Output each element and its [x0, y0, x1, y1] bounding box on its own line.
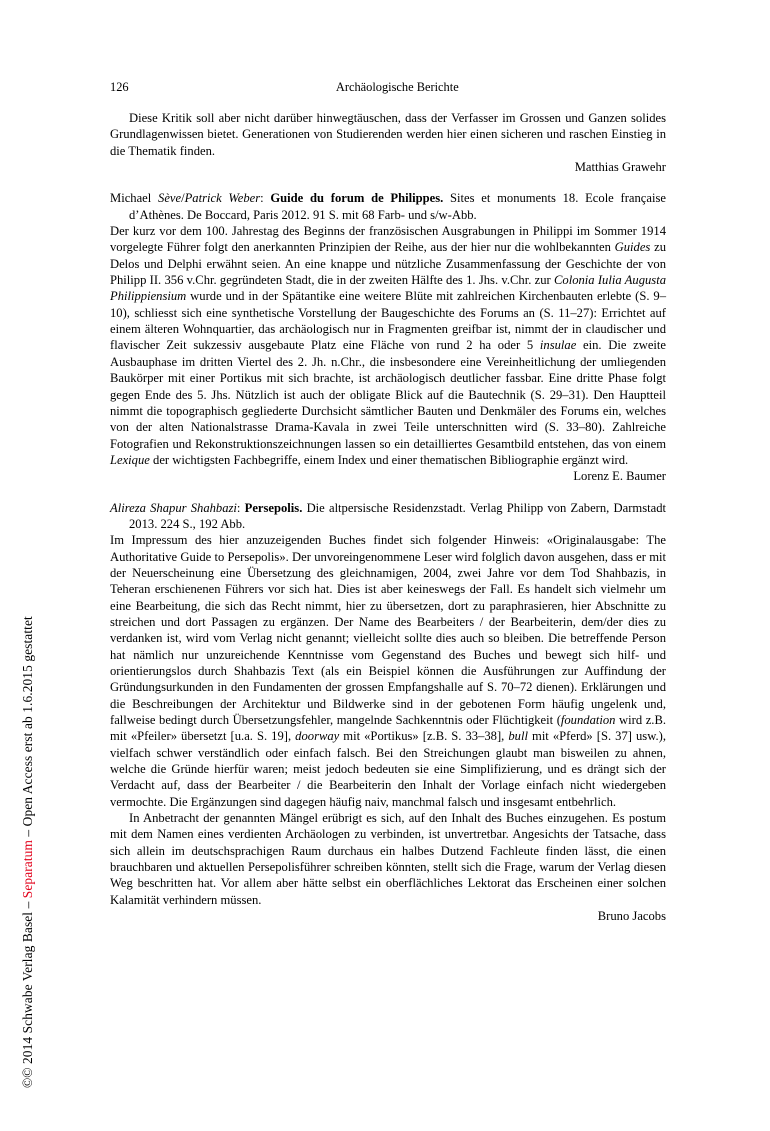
review-author-italic-1: Sève	[158, 191, 182, 206]
text-column	[110, 110, 666, 925]
review-heading-colon: :	[260, 191, 271, 206]
sidebar-prefix: © 2014 Schwabe Verlag Basel –	[20, 898, 35, 1078]
review-author-plain: Michael	[110, 191, 159, 206]
review-seve-weber	[110, 190, 666, 484]
review-imprint: Die altpersische Residenzstadt. Verlag Philipp von Zabern, Darmstadt 2013. 224 S., 192 Abb.	[129, 500, 666, 531]
sidebar-copyright-area	[0, 0, 60, 1131]
sidebar-suffix: – Open Access erst ab 1.6.2015 gestattet	[20, 616, 35, 841]
review-heading	[110, 500, 666, 533]
block-spacer	[110, 175, 666, 190]
block-spacer	[110, 485, 666, 500]
review-author-italic: Alireza Shapur Shahbazi	[110, 500, 237, 515]
review-signature: Bruno Jacobs	[597, 909, 666, 924]
review-imprint: Sites et monuments 18. Ecole française d’Athènes. De Boccard, Paris 2012. 91 S. mit 68 Farb- und s/w-Abb.	[129, 191, 666, 222]
review-intro-signature: Matthias Grawehr	[574, 160, 666, 175]
review-signature: Lorenz E. Baumer	[573, 469, 666, 484]
review-intro-block	[110, 110, 666, 175]
review-heading	[110, 190, 666, 223]
sidebar-copyright-text	[20, 448, 36, 1088]
review-body-2: In Anbetracht der genannten Mängel erübrigt es sich, auf den Inhalt des Buches einzugehen. Es postum mit dem Namen eines verdienten Archäologen zu verbinden, ist unvertretbar. Angesichts der Tatsache, dass sich allein im deutschsprachigen Raum durchaus ein halbes Dutzend Fachleute finden lässt, die einen brauchbaren und aktuellen Persepolisführer schreiben könnten, stellt sich die Frage, warum der Verlag diesen Weg beschritten hat. Vor allem aber hätte selbst ein oberflächliches Lektorat das Erscheinen einer solchen Kalamität verhindern müssen.	[110, 811, 666, 907]
review-title: Guide du forum de Philippes.	[270, 191, 444, 206]
page-number: 126	[110, 80, 129, 94]
review-title: Persepolis.	[244, 500, 303, 515]
review-body-1: Im Impressum des hier anzuzeigenden Buches findet sich folgender Hinweis: «Originalausgabe: The Authoritative Guide to Persepolis». Der unvoreingenommene Leser wird folglich davon ausgehen, dass er mit der Neuerscheinung eine Übersetzung des gleichnamigen, 2004, zwei Jahre vor dem Tod Shahbazis, in Teheran erschienenen Führers vor sich hat. Dies ist aber keineswegs der Fall. Es handelt sich vielmehr um eine Bearbeitung, die sich das Recht nimmt, hier zu übersetzen, dort zu paraphrasieren, hier Abschnitte zu streichen und dort Passagen zu ergänzen. Der Name des Bearbeiters / der Bearbeiterin, dem/der dies zu verdanken ist, wird vom Verlag nicht genannt; vielleicht sollte dies auch so bleiben. Die betreffende Person hat nämlich nur unzureichende Kenntnisse vom Gegenstand des Buches und bewegt sich hilf- und orientierungslos durch Shahbazis Text (als ein Beispiel können die Ausführungen zur Auffindung der Gründungsurkunden in den Fundamenten der grossen Empfangshalle auf S. 70–72 dienen). Erklärungen und die Beschreibungen der Architektur und Bildwerke sind in der gebotenen Form häufig ungelenk und, fallweise bedingt durch Übersetzungsfehler, mangelnde Sachkenntnis oder Flüchtigkeit (foundation wird z.B. mit «Pfeiler» übersetzt [u.a. S. 19], doorway mit «Portikus» [z.B. S. 33–38], bull mit «Pferd» [S. 37] usw.), vielfach schwer verständlich oder einfach falsch. Bei den Streichungen glaubt man bisweilen zu ahnen, welche die Gründe hierfür waren; meist jedoch bedeuten sie eine Simplifizierung, und es drängt sich der Verdacht auf, dass der Bearbeiter / die Bearbeiterin den Inhalt der Vorlage einfach nicht wiedergeben vermochte. Die Ergänzungen sind dagegen häufig naiv, manchmal falsch und insgesamt entbehrlich.	[110, 533, 666, 809]
review-body: Der kurz vor dem 100. Jahrestag des Beginns der französischen Ausgrabungen in Philippi im Sommer 1914 vorgelegte Führer folgt den anerkannten Prinzipien der Reihe, aus der hier nur die wohlbekannten Guides zu Delos und Delphi erwähnt seien. An eine knappe und nützliche Zusammenfassung der Geschichte der von Philipp II. 356 v.Chr. gegründeten Stadt, die in der zweiten Hälfte des 1. Jhs. v.Chr. zur Colonia Iulia Augusta Philippiensium wurde und in der Spätantike eine weitere Blüte mit zahlreichen Kirchenbauten erlebte (S. 9–10), schliesst sich eine synthetische Vorstellung der Baugeschichte des Forums an (S. 11–27): Errichtet auf einem älteren Wohnquartier, das archäologisch nur in Fragmenten greifbar ist, nimmt der in claudischer und flavischer Zeit sukzessiv ausgebaute Platz eine Fläche von rund 2 ha oder 5 insulae ein. Die zweite Ausbauphase im dritten Viertel des 2. Jh. n.Chr., die insbesondere eine Vereinheitlichung der umliegenden Baukörper mit einer Portikus mit sich brachte, ist archäologisch deutlicher fassbar. Eine dritte Phase folgt gegen Ende des 5. Jhs. Nützlich ist auch der obligate Blick auf die Bautechnik (S. 29–31). Den Hauptteil nimmt die topographisch gegliederte Durchsicht sämtlicher Bauten und Denkmäler des Forums ein, welches von der alten Nationalstrasse Drama-Kavala in zwei Teile unterschnitten wird (S. 33–80). Zahlreiche Fotografien und Rekonstruktionszeichnungen lassen so ein detailliertes Gesamtbild entstehen, das von einem Lexique der wichtigsten Fachbegriffe, einem Index und einer thematischen Bibliographie ergänzt wird.	[110, 224, 666, 467]
review-author-separator: /	[181, 191, 185, 206]
sidebar-separatum: Separatum	[20, 840, 35, 899]
review-shahbazi	[110, 500, 666, 925]
review-heading-colon: :	[236, 500, 245, 515]
copyright-symbol: ©	[20, 1077, 35, 1088]
running-head	[110, 80, 666, 95]
review-author-italic-2: Patrick Weber	[184, 191, 261, 206]
review-intro-paragraph: Diese Kritik soll aber nicht darüber hinwegtäuschen, dass der Verfasser im Grossen und Ganzen solides Grundlagenwissen bietet. Generationen von Studierenden werden hier einen sicheren und raschen Einstieg in die Thematik finden.	[110, 111, 666, 158]
running-title: Archäologische Berichte	[335, 80, 459, 94]
